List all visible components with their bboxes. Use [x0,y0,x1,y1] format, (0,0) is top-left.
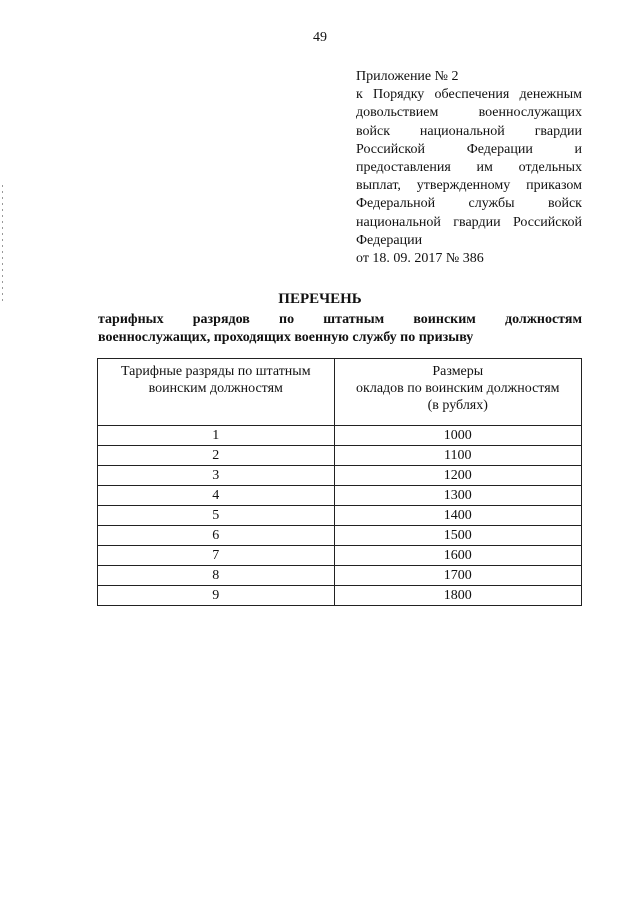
grade-cell: 7 [98,546,335,566]
table-row [98,466,582,486]
appendix-line: выплат, утвержденному приказом [356,178,582,194]
salary-cell: 1100 [334,446,581,466]
appendix-line: войск национальной гвардии [356,123,582,139]
appendix-line: Федеральной службы войск [356,196,582,212]
grade-cell: 9 [98,586,335,606]
salary-cell: 1500 [334,526,581,546]
table-row [98,446,582,466]
grade-cell: 3 [98,466,335,486]
scan-edge-mark [2,185,3,305]
document-title: ПЕРЕЧЕНЬ [278,291,362,307]
header-text: окладов по воинским должностям [356,381,560,396]
appendix-date-line: от 18. 09. 2017 № 386 [356,251,484,267]
header-text: Размеры [432,364,484,379]
appendix-line: Российской Федерации и [356,141,582,157]
salary-cell: 1700 [334,566,581,586]
page-number: 49 [313,30,327,45]
appendix-line: предоставления им отдельных [356,160,582,176]
table-row [98,506,582,526]
table-row [98,526,582,546]
table-row [98,546,582,566]
header-salary [334,359,581,426]
subtitle-line: тарифных разрядов по штатным воинским должностям [98,312,582,327]
appendix-line: к Порядку обеспечения денежным [356,87,582,103]
grade-cell: 4 [98,486,335,506]
grade-cell: 2 [98,446,335,466]
table-row [98,566,582,586]
table-header-row [98,359,582,426]
document-subtitle [98,311,582,347]
appendix-line: Федерации [356,232,423,248]
grade-cell: 8 [98,566,335,586]
header-text: воинским должностям [148,381,283,396]
header-text: (в рублях) [427,398,488,413]
subtitle-line: военнослужащих, проходящих военную службу по призыву [98,330,474,345]
grade-cell: 5 [98,506,335,526]
grade-cell: 1 [98,426,335,446]
appendix-line: Приложение № 2 [356,69,459,84]
salary-cell: 1400 [334,506,581,526]
salary-cell: 1200 [334,466,581,486]
salary-cell: 1300 [334,486,581,506]
appendix-line: довольствием военнослужащих [356,105,582,121]
appendix-line: национальной гвардии Российской [356,214,582,230]
table-row [98,586,582,606]
table-row [98,426,582,446]
salary-cell: 1000 [334,426,581,446]
header-grade [98,359,335,426]
appendix-block [356,68,582,268]
table-row [98,486,582,506]
grade-cell: 6 [98,526,335,546]
tariff-table [97,358,582,606]
salary-cell: 1800 [334,586,581,606]
salary-cell: 1600 [334,546,581,566]
header-text: Тарифные разряды по штатным [120,364,311,379]
